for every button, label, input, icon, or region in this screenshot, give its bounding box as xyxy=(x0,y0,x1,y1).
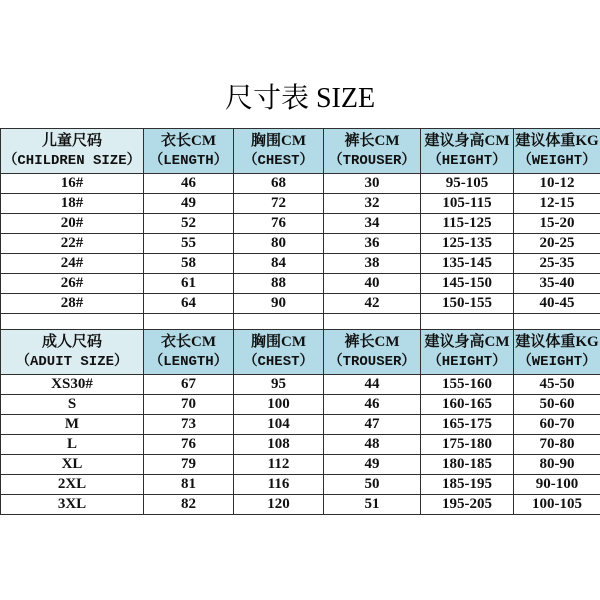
value-cell: 108 xyxy=(234,435,324,455)
table-row xyxy=(1,234,600,254)
value-cell: 100-105 xyxy=(514,495,600,515)
value-cell: 80 xyxy=(234,234,324,254)
table-row xyxy=(1,495,600,515)
column-header-length xyxy=(144,330,234,375)
column-header-en: （TROUSER） xyxy=(328,353,416,370)
value-cell: 67 xyxy=(144,375,234,395)
size-cell: S xyxy=(1,395,144,415)
value-cell: 70-80 xyxy=(514,435,600,455)
table-row xyxy=(1,395,600,415)
value-cell: 150-155 xyxy=(421,294,514,314)
column-header-en: （LENGTH） xyxy=(149,152,228,169)
children-header-row xyxy=(1,129,600,174)
spacer-cell xyxy=(421,314,514,330)
size-cell: 20# xyxy=(1,214,144,234)
table-row xyxy=(1,214,600,234)
value-cell: 82 xyxy=(144,495,234,515)
value-cell: 160-165 xyxy=(421,395,514,415)
table-spacer xyxy=(1,314,600,330)
value-cell: 44 xyxy=(324,375,421,395)
column-header-trouser xyxy=(324,129,421,174)
value-cell: 120 xyxy=(234,495,324,515)
value-cell: 79 xyxy=(144,455,234,475)
value-cell: 180-185 xyxy=(421,455,514,475)
column-header-en: （WEIGHT） xyxy=(517,353,597,370)
value-cell: 40-45 xyxy=(514,294,600,314)
column-header-cn: 衣长CM xyxy=(161,333,216,350)
size-cell: XS30# xyxy=(1,375,144,395)
spacer-cell xyxy=(1,314,144,330)
value-cell: 30 xyxy=(324,174,421,194)
column-header-cn: 成人尺码 xyxy=(41,333,102,350)
size-cell: 26# xyxy=(1,274,144,294)
value-cell: 46 xyxy=(144,174,234,194)
value-cell: 25-35 xyxy=(514,254,600,274)
table-row xyxy=(1,194,600,214)
value-cell: 49 xyxy=(324,455,421,475)
size-cell: XL xyxy=(1,455,144,475)
value-cell: 80-90 xyxy=(514,455,600,475)
value-cell: 104 xyxy=(234,415,324,435)
column-header-height xyxy=(421,330,514,375)
value-cell: 100 xyxy=(234,395,324,415)
value-cell: 185-195 xyxy=(421,475,514,495)
table-row xyxy=(1,174,600,194)
column-header-cn: 裤长CM xyxy=(344,333,400,350)
value-cell: 88 xyxy=(234,274,324,294)
value-cell: 48 xyxy=(324,435,421,455)
column-header-length xyxy=(144,129,234,174)
value-cell: 45-50 xyxy=(514,375,600,395)
children-header xyxy=(1,129,600,174)
value-cell: 112 xyxy=(234,455,324,475)
spacer-cell xyxy=(144,314,234,330)
value-cell: 175-180 xyxy=(421,435,514,455)
adult-header-row xyxy=(1,330,600,375)
value-cell: 76 xyxy=(144,435,234,455)
spacer-cell xyxy=(234,314,324,330)
value-cell: 195-205 xyxy=(421,495,514,515)
column-header-trouser xyxy=(324,330,421,375)
value-cell: 73 xyxy=(144,415,234,435)
spacer-row xyxy=(1,314,600,330)
column-header-en: （HEIGHT） xyxy=(427,353,507,370)
size-cell: 24# xyxy=(1,254,144,274)
column-header-cn: 胸围CM xyxy=(251,132,306,149)
size-cell: 28# xyxy=(1,294,144,314)
value-cell: 90-100 xyxy=(514,475,600,495)
spacer-cell xyxy=(324,314,421,330)
column-header-cn: 建议体重KG xyxy=(515,333,599,350)
value-cell: 34 xyxy=(324,214,421,234)
column-header-cn: 胸围CM xyxy=(251,333,306,350)
value-cell: 38 xyxy=(324,254,421,274)
value-cell: 55 xyxy=(144,234,234,254)
column-header-en: （CHEST） xyxy=(243,353,314,370)
value-cell: 47 xyxy=(324,415,421,435)
value-cell: 49 xyxy=(144,194,234,214)
value-cell: 36 xyxy=(324,234,421,254)
column-header-en: （TROUSER） xyxy=(328,152,416,169)
column-header-cn: 建议身高CM xyxy=(424,132,510,149)
table-row xyxy=(1,415,600,435)
column-header-weight xyxy=(514,129,600,174)
column-header-children-size xyxy=(1,129,144,174)
table-row xyxy=(1,435,600,455)
size-cell: 2XL xyxy=(1,475,144,495)
table-row xyxy=(1,274,600,294)
value-cell: 60-70 xyxy=(514,415,600,435)
value-cell: 145-150 xyxy=(421,274,514,294)
value-cell: 76 xyxy=(234,214,324,234)
value-cell: 64 xyxy=(144,294,234,314)
value-cell: 46 xyxy=(324,395,421,415)
children-rows xyxy=(1,174,600,314)
value-cell: 165-175 xyxy=(421,415,514,435)
size-cell: 16# xyxy=(1,174,144,194)
value-cell: 50-60 xyxy=(514,395,600,415)
page-title: 尺寸表 SIZE xyxy=(224,83,376,114)
table-row xyxy=(1,475,600,495)
column-header-en: （ADUIT SIZE） xyxy=(15,353,128,370)
value-cell: 70 xyxy=(144,395,234,415)
column-header-cn: 裤长CM xyxy=(344,132,400,149)
value-cell: 81 xyxy=(144,475,234,495)
value-cell: 90 xyxy=(234,294,324,314)
column-header-weight xyxy=(514,330,600,375)
column-header-chest xyxy=(234,129,324,174)
column-header-en: （HEIGHT） xyxy=(427,152,507,169)
column-header-adult-size xyxy=(1,330,144,375)
column-header-cn: 儿童尺码 xyxy=(41,132,102,149)
value-cell: 68 xyxy=(234,174,324,194)
column-header-en: （WEIGHT） xyxy=(517,152,597,169)
value-cell: 35-40 xyxy=(514,274,600,294)
value-cell: 40 xyxy=(324,274,421,294)
value-cell: 42 xyxy=(324,294,421,314)
value-cell: 72 xyxy=(234,194,324,214)
column-header-en: （LENGTH） xyxy=(149,353,228,370)
value-cell: 84 xyxy=(234,254,324,274)
value-cell: 51 xyxy=(324,495,421,515)
size-cell: 18# xyxy=(1,194,144,214)
value-cell: 61 xyxy=(144,274,234,294)
value-cell: 105-115 xyxy=(421,194,514,214)
column-header-cn: 建议身高CM xyxy=(424,333,510,350)
column-header-cn: 衣长CM xyxy=(161,132,216,149)
value-cell: 10-12 xyxy=(514,174,600,194)
spacer-cell xyxy=(514,314,600,330)
table-row xyxy=(1,375,600,395)
value-cell: 116 xyxy=(234,475,324,495)
column-header-chest xyxy=(234,330,324,375)
table-row xyxy=(1,294,600,314)
value-cell: 32 xyxy=(324,194,421,214)
value-cell: 135-145 xyxy=(421,254,514,274)
column-header-height xyxy=(421,129,514,174)
column-header-en: （CHEST） xyxy=(243,152,314,169)
adult-header xyxy=(1,330,600,375)
value-cell: 58 xyxy=(144,254,234,274)
value-cell: 155-160 xyxy=(421,375,514,395)
value-cell: 115-125 xyxy=(421,214,514,234)
table-row xyxy=(1,254,600,274)
column-header-en: （CHILDREN SIZE） xyxy=(3,152,141,169)
size-cell: 22# xyxy=(1,234,144,254)
column-header-cn: 建议体重KG xyxy=(515,132,599,149)
adult-rows xyxy=(1,375,600,515)
value-cell: 95-105 xyxy=(421,174,514,194)
value-cell: 125-135 xyxy=(421,234,514,254)
value-cell: 50 xyxy=(324,475,421,495)
size-cell: L xyxy=(1,435,144,455)
size-cell: M xyxy=(1,415,144,435)
table-row xyxy=(1,455,600,475)
value-cell: 95 xyxy=(234,375,324,395)
value-cell: 15-20 xyxy=(514,214,600,234)
value-cell: 12-15 xyxy=(514,194,600,214)
value-cell: 52 xyxy=(144,214,234,234)
size-cell: 3XL xyxy=(1,495,144,515)
size-table xyxy=(0,128,600,515)
value-cell: 20-25 xyxy=(514,234,600,254)
